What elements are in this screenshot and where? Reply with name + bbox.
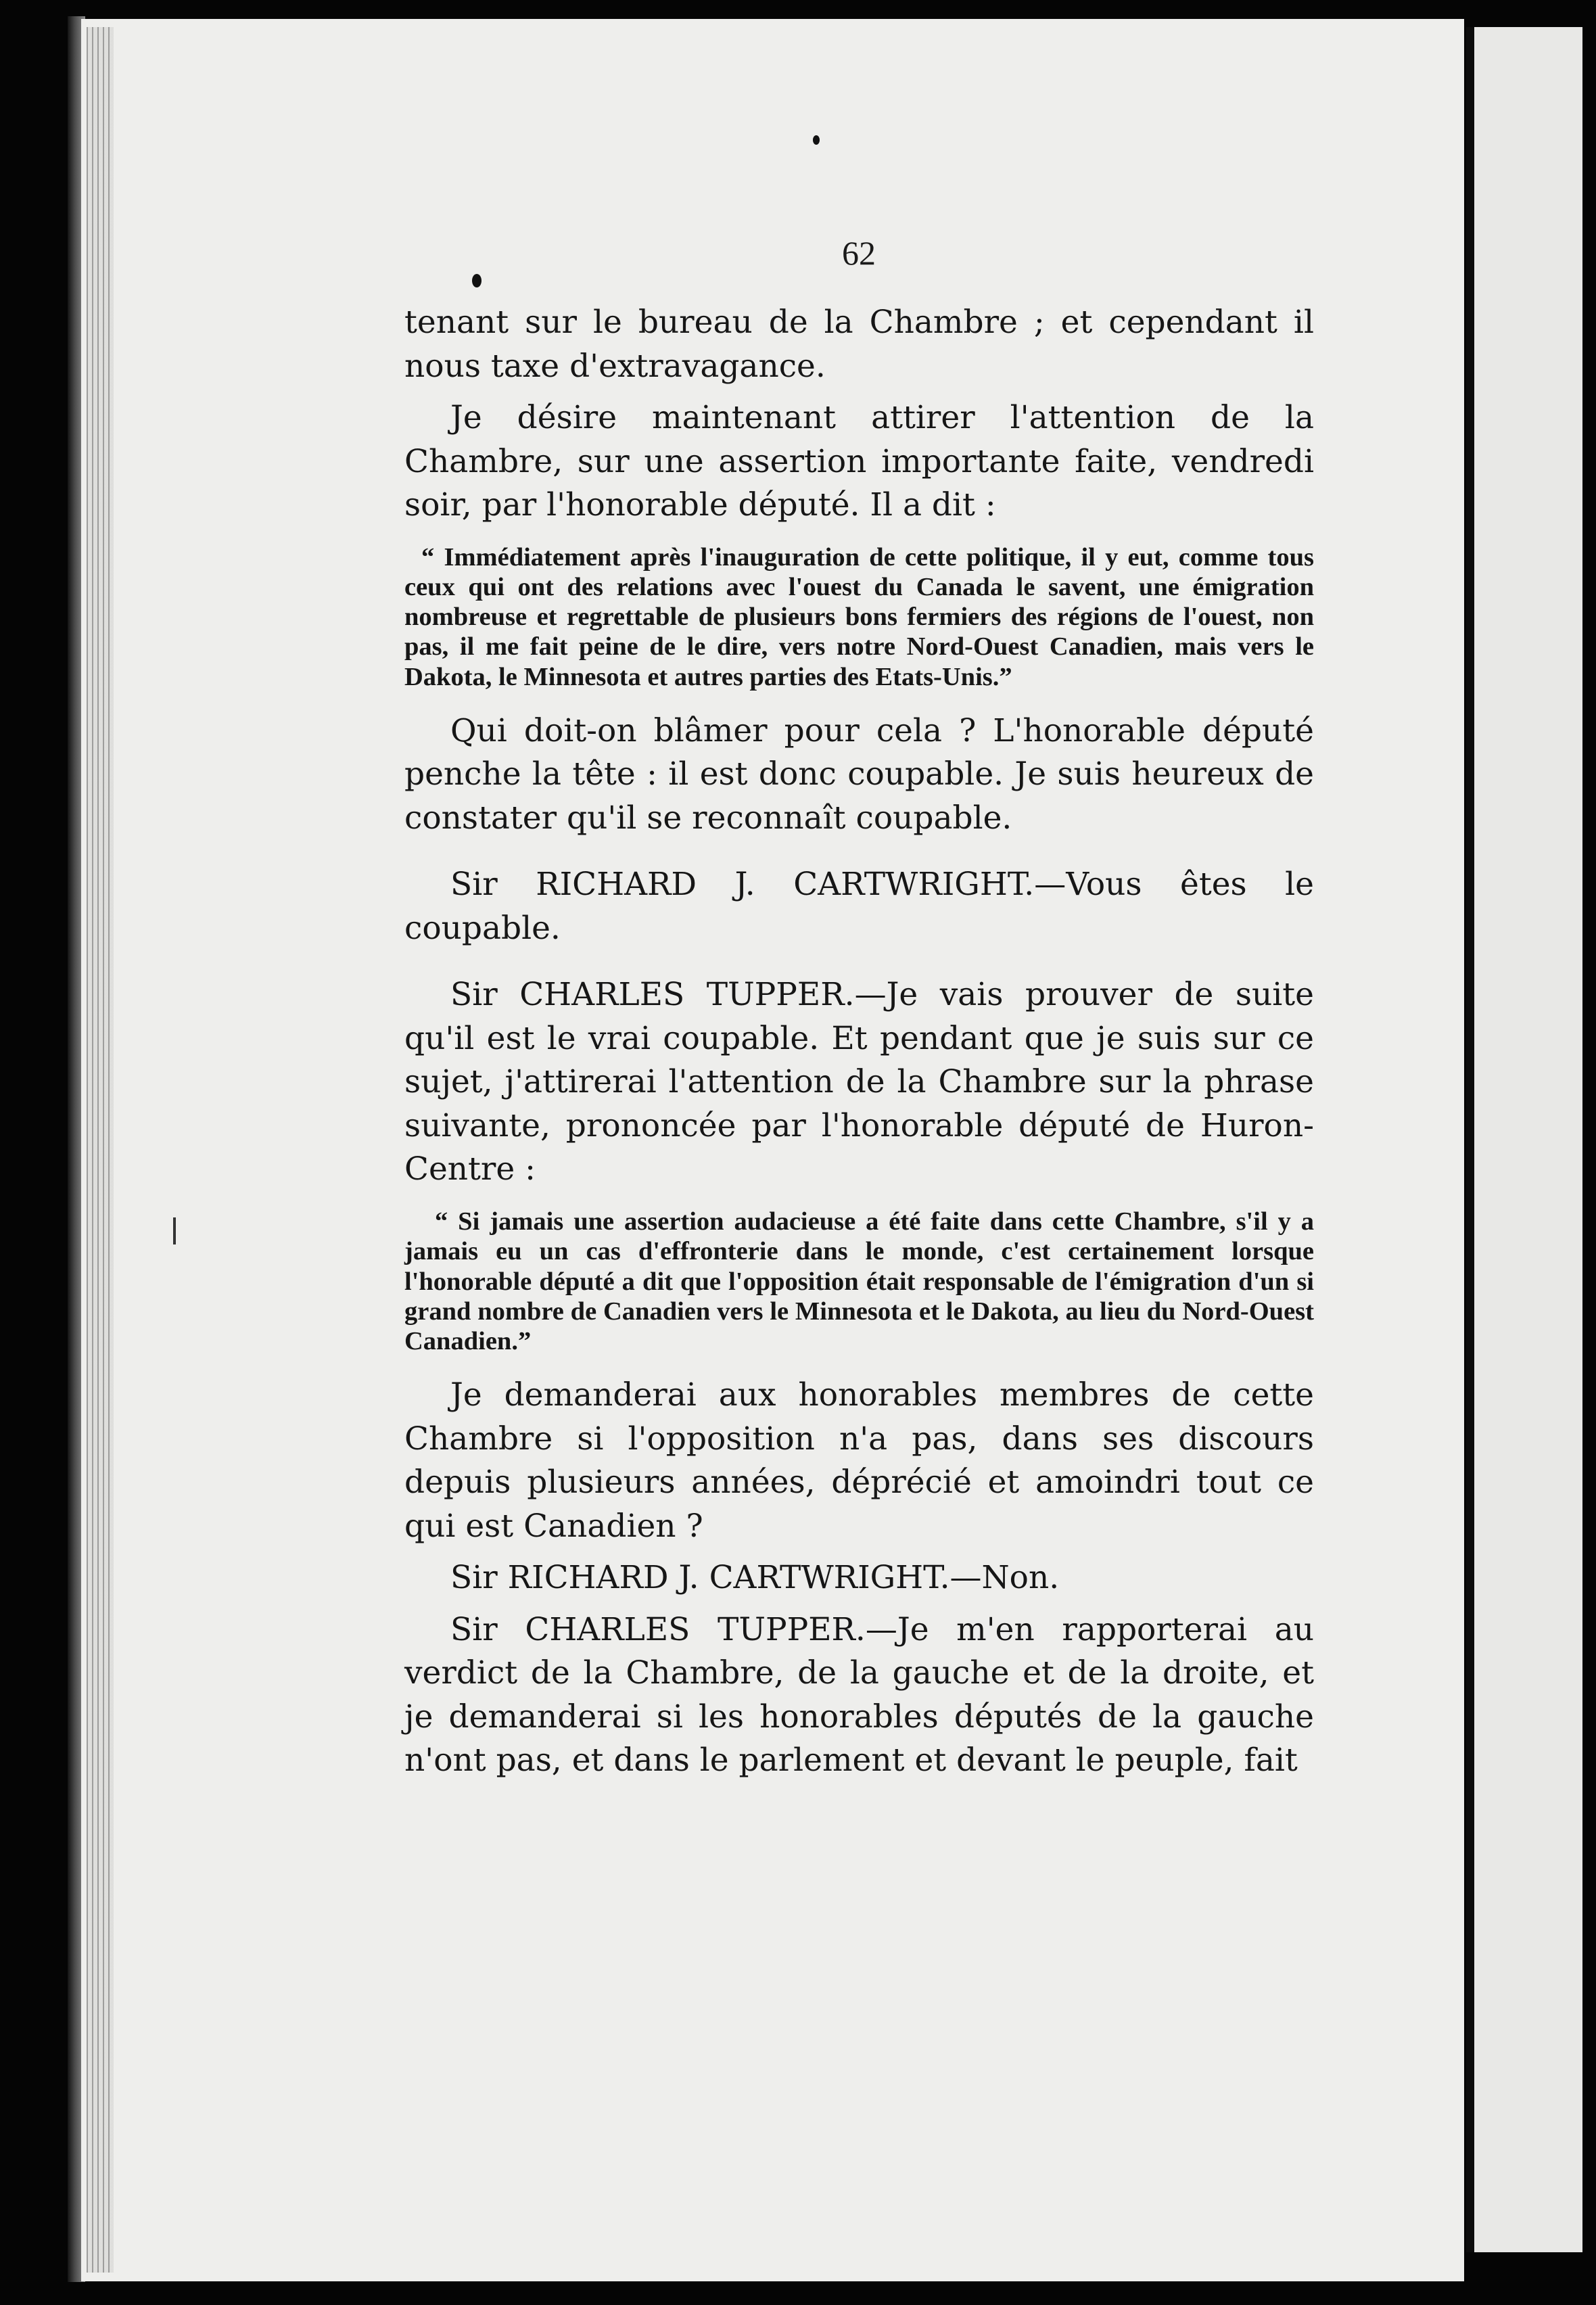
paragraph-assertion-intro: Je désire maintenant attirer l'attention de la Chambre, sur une assertion importante faite, vendredi soir, par l'honorable député. Il a dit :: [404, 399, 1314, 523]
speaker-tupper-line-2: Sir CHARLES TUPPER.—Je m'en rapporterai au verdict de la Chambre, de la gauche et de la droite, et je demanderai si les honorables députés de la gauche n'ont pas, et dans le parlement et devant le peuple, fait: [404, 1610, 1314, 1779]
ink-speck: [813, 135, 820, 145]
margin-mark: [173, 1217, 176, 1244]
paragraph-continued: tenant sur le bureau de la Chambre ; et cependant il nous taxe d'extravagance.: [404, 304, 1314, 385]
block-quote-emigration: “ Immédiatement après l'inauguration de cette politique, il y eut, comme tous ceux qui ont des relations avec l'ouest du Canada le savent, une émigration nombreuse et regrettable de plusieurs bons fermiers des régions de l'ouest, non pas, il me fait peine de le dire, vers notre Nord-Ouest Canadien, mais vers le Dakota, le Minnesota et autres parties des Etats-Unis.”: [404, 542, 1314, 691]
block-quote-huron-centre: “ Si jamais une assertion audacieuse a été faite dans cette Chambre, s'il y a jamais eu un cas d'effronterie dans le monde, c'est certainement lorsque l'honorable député a dit que l'opposition était responsable de l'émigration d'un si grand nombre de Canadien vers le Minnesota et le Dakota, au lieu du Nord-Ouest Canadien.”: [404, 1207, 1314, 1356]
speaker-cartwright-line-2: Sir RICHARD J. CARTWRIGHT.—Non.: [450, 1559, 1060, 1597]
page-stack-edge: [87, 27, 114, 2273]
speaker-tupper-line-1: Sir CHARLES TUPPER.—Je vais prouver de suite qu'il est le vrai coupable. Et pendant que je suis sur ce sujet, j'attirerai l'attention de la Chambre sur la phrase suivante, prononcée par l'honorable député de Huron-Centre :: [404, 976, 1314, 1188]
page-number: 62: [842, 234, 876, 272]
paragraph-opposition-question: Je demanderai aux honorables membres de cette Chambre si l'opposition n'a pas, dans ses discours depuis plusieurs années, déprécié et amoindri tout ce qui est Canadien ?: [404, 1376, 1314, 1545]
paragraph-blame: Qui doit-on blâmer pour cela ? L'honorable député penche la tête : il est donc coupable. Je suis heureux de constater qu'il se reconnaît coupable.: [404, 712, 1314, 837]
ink-speck: [472, 274, 482, 287]
facing-page-edge: [1466, 27, 1582, 2252]
speaker-cartwright-line-1: Sir RICHARD J. CARTWRIGHT.—Vous êtes le coupable.: [404, 866, 1314, 947]
page-body: [404, 301, 1314, 1783]
